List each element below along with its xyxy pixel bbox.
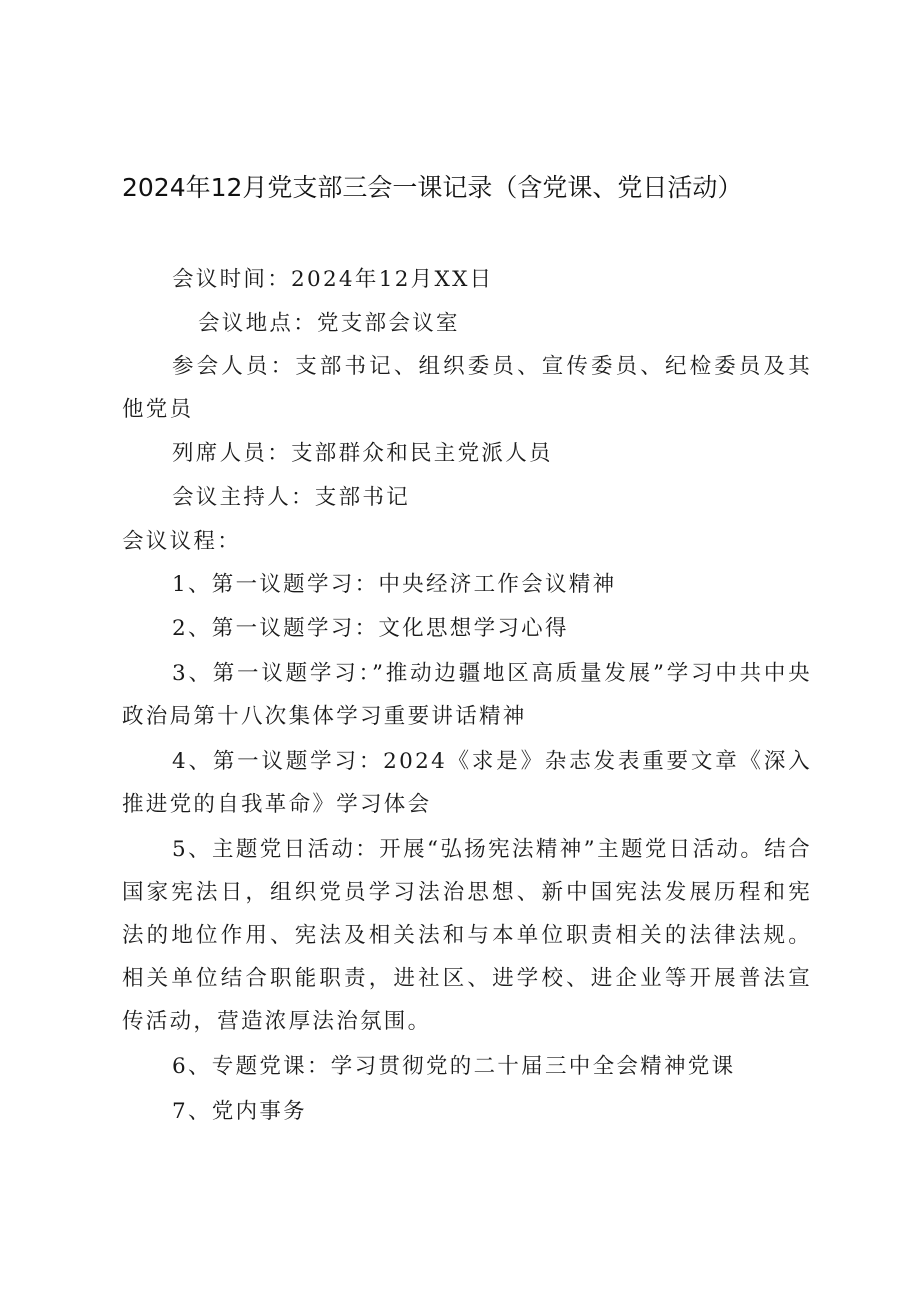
agenda-item: 2、第一议题学习：文化思想学习心得 (172, 616, 569, 641)
agenda-item: 1、第一议题学习：中央经济工作会议精神 (172, 572, 617, 597)
agenda-item: 3、第一议题学习：”推动边疆地区高质量发展”学习中共中央政治局第十八次集体学习重要讲话精神 (122, 661, 812, 729)
agenda-heading: 会议议程： (122, 529, 242, 554)
agenda-item: 7、党内事务 (172, 1099, 307, 1124)
meeting-host: 会议主持人：支部书记 (172, 485, 411, 510)
meeting-place: 会议地点：党支部会议室 (198, 311, 460, 336)
agenda-item: 6、专题党课：学习贯彻党的二十届三中全会精神党课 (172, 1054, 736, 1079)
meeting-time: 会议时间：2024年12月XX日 (172, 267, 494, 292)
agenda-item: 5、主题党日活动：开展“弘扬宪法精神”主题党日活动。结合国家宪法日，组织党员学习法治思想、新中国宪法发展历程和宪法的地位作用、宪法及相关法和与本单位职责相关的法律法规。相关单位结合职能职责，进社区、进学校、进企业等开展普法宣传活动，营造浓厚法治氛围。 (122, 837, 812, 1034)
agenda-item: 4、第一议题学习：2024《求是》杂志发表重要文章《深入推进党的自我革命》学习体会 (122, 749, 812, 817)
attendees: 参会人员：支部书记、组织委员、宣传委员、纪检委员及其他党员 (122, 354, 812, 422)
document-title: 2024年12月党支部三会一课记录（含党课、党日活动） (122, 173, 743, 202)
observers: 列席人员：支部群众和民主党派人员 (172, 441, 553, 466)
